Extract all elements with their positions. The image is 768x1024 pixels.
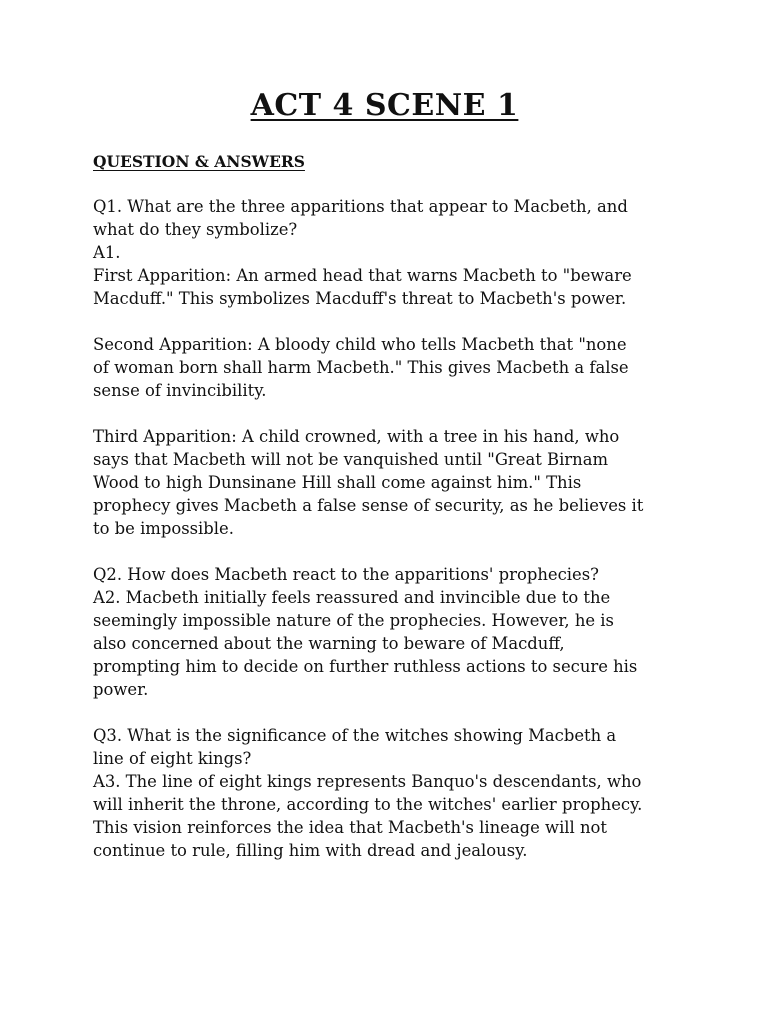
text-line: A1. — [93, 243, 121, 262]
text-line: also concerned about the warning to beware of Macduff, — [93, 634, 565, 653]
text-line: says that Macbeth will not be vanquished until "Great Birnam — [93, 450, 609, 469]
text-line: Second Apparition: A bloody child who tells Macbeth that "none — [93, 335, 627, 354]
text-line: power. — [93, 680, 149, 699]
paragraph-third-apparition — [93, 425, 676, 540]
text-line: line of eight kings? — [93, 749, 252, 768]
text-line: This vision reinforces the idea that Macbeth's lineage will not — [93, 818, 608, 837]
paragraph-second-apparition — [93, 333, 676, 402]
section-heading: QUESTION & ANSWERS — [93, 152, 305, 171]
text-line: to be impossible. — [93, 519, 234, 538]
paragraph-q3 — [93, 724, 676, 862]
text-line: First Apparition: An armed head that warns Macbeth to "beware — [93, 266, 632, 285]
text-line: prompting him to decide on further ruthless actions to secure his — [93, 657, 638, 676]
text-line: Wood to high Dunsinane Hill shall come against him." This — [93, 473, 582, 492]
text-line: continue to rule, filling him with dread and jealousy. — [93, 841, 528, 860]
text-line: prophecy gives Macbeth a false sense of security, as he believes it — [93, 496, 644, 515]
text-line: seemingly impossible nature of the prophecies. However, he is — [93, 611, 614, 630]
text-line: Q1. What are the three apparitions that appear to Macbeth, and — [93, 197, 628, 216]
text-line: what do they symbolize? — [93, 220, 298, 239]
text-line: Third Apparition: A child crowned, with a tree in his hand, who — [93, 427, 620, 446]
text-line: of woman born shall harm Macbeth." This gives Macbeth a false — [93, 358, 629, 377]
text-line: A3. The line of eight kings represents Banquo's descendants, who — [93, 772, 642, 791]
text-line: Q3. What is the significance of the witches showing Macbeth a — [93, 726, 617, 745]
text-line: sense of invincibility. — [93, 381, 267, 400]
page-title: ACT 4 SCENE 1 — [250, 88, 519, 123]
text-line: Q2. How does Macbeth react to the apparitions' prophecies? — [93, 565, 599, 584]
paragraph-q2 — [93, 563, 676, 701]
text-line: will inherit the throne, according to the witches' earlier prophecy. — [93, 795, 643, 814]
text-line: A2. Macbeth initially feels reassured and invincible due to the — [93, 588, 611, 607]
paragraph-q1 — [93, 195, 676, 310]
text-line: Macduff." This symbolizes Macduff's threat to Macbeth's power. — [93, 289, 627, 308]
